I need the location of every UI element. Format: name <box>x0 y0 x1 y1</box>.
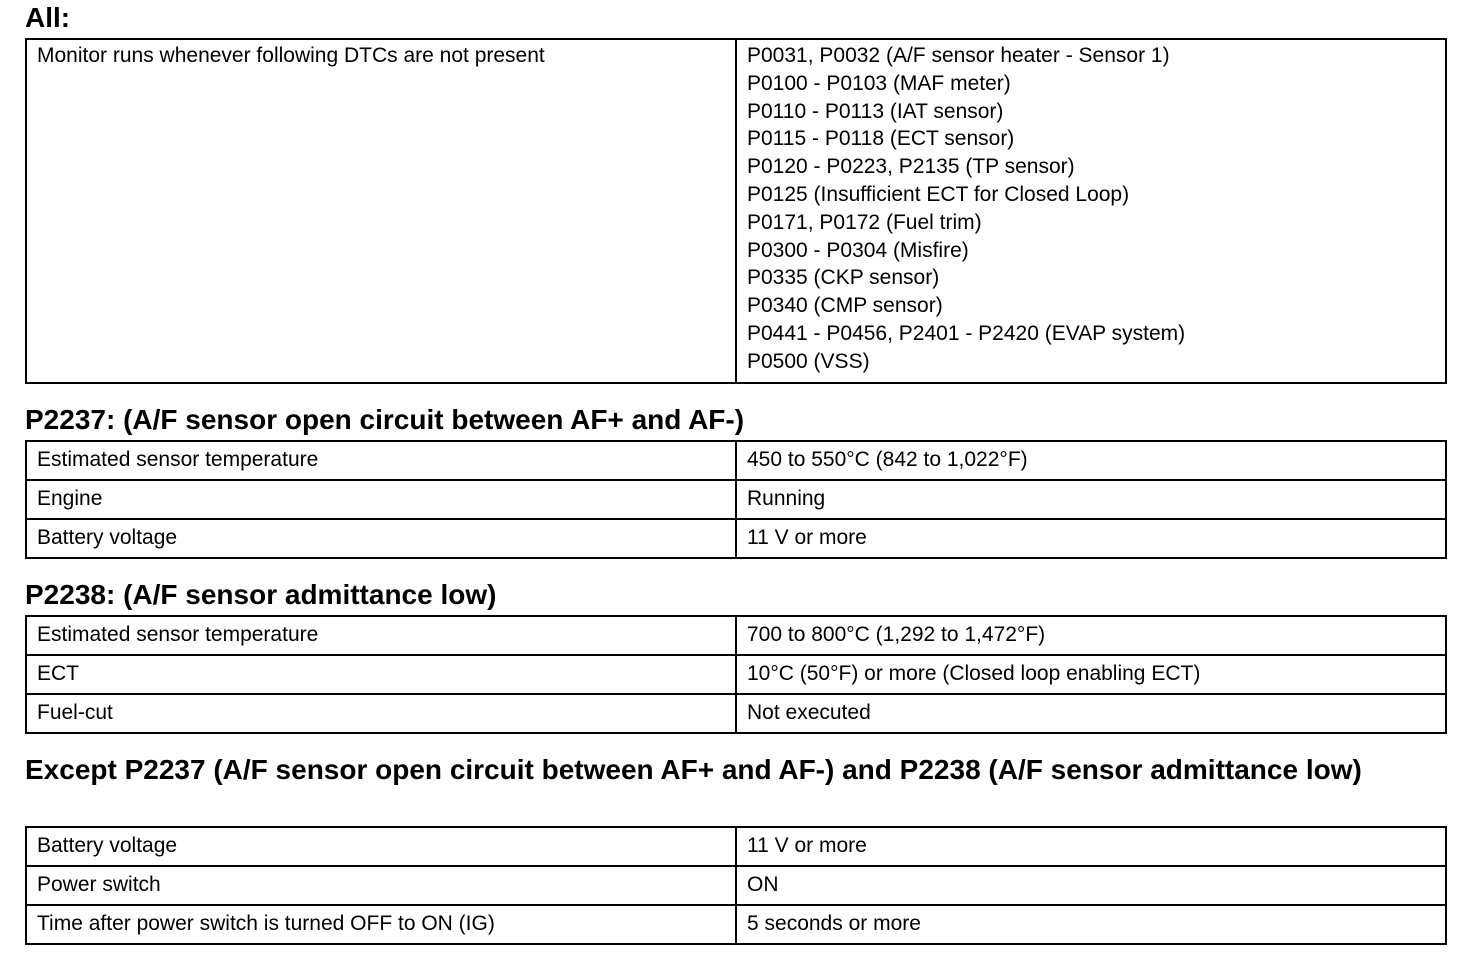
table-p2237-conditions <box>25 440 1447 559</box>
dtc-item: P0340 (CMP sensor) <box>747 294 943 318</box>
condition-label: Estimated sensor temperature <box>26 441 736 480</box>
table-row <box>26 441 1446 480</box>
condition-value: Running <box>736 480 1446 519</box>
dtc-item: P0125 (Insufficient ECT for Closed Loop) <box>747 182 1130 206</box>
table-row <box>26 905 1446 944</box>
condition-value: 5 seconds or more <box>736 905 1446 944</box>
section-title-p2238: P2238: (A/F sensor admittance low) <box>25 579 497 610</box>
section-title-all: All: <box>25 2 71 33</box>
condition-value: 700 to 800°C (1,292 to 1,472°F) <box>736 616 1446 655</box>
condition-value: 10°C (50°F) or more (Closed loop enabling ECT) <box>736 655 1446 694</box>
table-row <box>26 616 1446 655</box>
condition-label: ECT <box>26 655 736 694</box>
dtc-item: P0120 - P0223, P2135 (TP sensor) <box>747 155 1075 179</box>
dtc-item: P0100 - P0103 (MAF meter) <box>747 71 1011 95</box>
condition-label: Time after power switch is turned OFF to ON (IG) <box>26 905 736 944</box>
table-p2238-conditions <box>25 615 1447 734</box>
table-row <box>26 827 1446 866</box>
table-except-conditions <box>25 826 1447 945</box>
table-row <box>26 694 1446 733</box>
section-title-p2237: P2237: (A/F sensor open circuit between AF+ and AF-) <box>25 404 745 435</box>
condition-label: Battery voltage <box>26 827 736 866</box>
section-title-except: Except P2237 (A/F sensor open circuit between AF+ and AF-) and P2238 (A/F sensor admittance low) <box>25 754 1362 785</box>
condition-label: Monitor runs whenever following DTCs are not present <box>26 39 736 383</box>
condition-label: Engine <box>26 480 736 519</box>
table-all-conditions <box>25 38 1447 384</box>
condition-value: ON <box>736 866 1446 905</box>
dtc-list <box>736 39 1446 383</box>
condition-label: Fuel-cut <box>26 694 736 733</box>
condition-value: 450 to 550°C (842 to 1,022°F) <box>736 441 1446 480</box>
table-row <box>26 655 1446 694</box>
table-row <box>26 39 1446 383</box>
condition-label: Battery voltage <box>26 519 736 558</box>
dtc-item: P0441 - P0456, P2401 - P2420 (EVAP system) <box>747 321 1186 345</box>
dtc-item: P0300 - P0304 (Misfire) <box>747 238 969 262</box>
condition-value: Not executed <box>736 694 1446 733</box>
dtc-item: P0031, P0032 (A/F sensor heater - Sensor 1) <box>747 44 1170 67</box>
dtc-item: P0115 - P0118 (ECT sensor) <box>747 127 1015 151</box>
condition-label: Power switch <box>26 866 736 905</box>
dtc-item: P0171, P0172 (Fuel trim) <box>747 210 982 234</box>
dtc-item: P0110 - P0113 (IAT sensor) <box>747 99 1004 123</box>
table-row <box>26 519 1446 558</box>
dtc-item: P0500 (VSS) <box>747 349 870 373</box>
dtc-item: P0335 (CKP sensor) <box>747 266 940 290</box>
table-row <box>26 480 1446 519</box>
condition-value: 11 V or more <box>736 827 1446 866</box>
condition-label: Estimated sensor temperature <box>26 616 736 655</box>
condition-value: 11 V or more <box>736 519 1446 558</box>
table-row <box>26 866 1446 905</box>
